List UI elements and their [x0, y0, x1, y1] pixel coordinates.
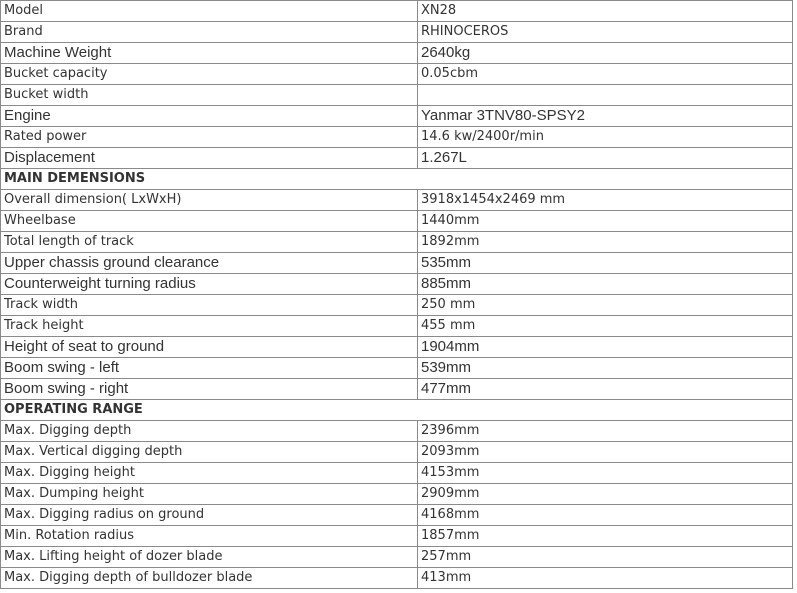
- spec-label: Max. Digging height: [1, 463, 418, 484]
- spec-label: Model: [1, 1, 418, 22]
- section-header: MAIN DEMENSIONS: [1, 169, 793, 190]
- table-row: [1, 274, 793, 295]
- table-row: [1, 379, 793, 400]
- spec-value: 0.05cbm: [418, 64, 793, 85]
- spec-value: 1.267L: [418, 148, 793, 169]
- spec-value: 3918x1454x2469 mm: [418, 190, 793, 211]
- table-row: [1, 106, 793, 127]
- spec-value: 2396mm: [418, 421, 793, 442]
- spec-value: 539mm: [418, 358, 793, 379]
- table-row: [1, 442, 793, 463]
- spec-label: Machine Weight: [1, 43, 418, 64]
- spec-label: Max. Digging depth of bulldozer blade: [1, 568, 418, 589]
- spec-value: 250 mm: [418, 295, 793, 316]
- spec-label: Max. Digging depth: [1, 421, 418, 442]
- spec-label: Bucket capacity: [1, 64, 418, 85]
- spec-value: 2909mm: [418, 484, 793, 505]
- spec-label: Height of seat to ground: [1, 337, 418, 358]
- table-row: [1, 337, 793, 358]
- table-row: [1, 526, 793, 547]
- table-row: [1, 316, 793, 337]
- spec-value: 4153mm: [418, 463, 793, 484]
- spec-label: Upper chassis ground clearance: [1, 253, 418, 274]
- table-row: [1, 295, 793, 316]
- spec-label: Counterweight turning radius: [1, 274, 418, 295]
- table-row: [1, 358, 793, 379]
- table-row: [1, 1, 793, 22]
- section-header-row: [1, 400, 793, 421]
- table-row: [1, 484, 793, 505]
- spec-label: Boom swing - right: [1, 379, 418, 400]
- spec-label: Track height: [1, 316, 418, 337]
- table-row: [1, 505, 793, 526]
- spec-value: Yanmar 3TNV80-SPSY2: [418, 106, 793, 127]
- table-row: [1, 211, 793, 232]
- spec-label: Displacement: [1, 148, 418, 169]
- spec-value: 4168mm: [418, 505, 793, 526]
- section-header: OPERATING RANGE: [1, 400, 793, 421]
- table-row: [1, 421, 793, 442]
- spec-value: 2640kg: [418, 43, 793, 64]
- table-row: [1, 253, 793, 274]
- spec-label: Engine: [1, 106, 418, 127]
- table-row: [1, 64, 793, 85]
- spec-label: Rated power: [1, 127, 418, 148]
- table-row: [1, 568, 793, 589]
- spec-label: Min. Rotation radius: [1, 526, 418, 547]
- spec-table-body: [1, 1, 793, 589]
- spec-value: 1440mm: [418, 211, 793, 232]
- spec-value: 14.6 kw/2400r/min: [418, 127, 793, 148]
- section-header-row: [1, 169, 793, 190]
- spec-value: 1892mm: [418, 232, 793, 253]
- spec-label: Max. Dumping height: [1, 484, 418, 505]
- table-row: [1, 190, 793, 211]
- spec-value: 455 mm: [418, 316, 793, 337]
- table-row: [1, 22, 793, 43]
- spec-value: RHINOCEROS: [418, 22, 793, 43]
- spec-label: Bucket width: [1, 85, 418, 106]
- spec-value: [418, 85, 793, 106]
- spec-label: Max. Lifting height of dozer blade: [1, 547, 418, 568]
- spec-label: Max. Vertical digging depth: [1, 442, 418, 463]
- table-row: [1, 85, 793, 106]
- spec-value: 477mm: [418, 379, 793, 400]
- spec-label: Track width: [1, 295, 418, 316]
- spec-value: 1857mm: [418, 526, 793, 547]
- spec-label: Total length of track: [1, 232, 418, 253]
- spec-value: 1904mm: [418, 337, 793, 358]
- spec-value: 535mm: [418, 253, 793, 274]
- spec-value: XN28: [418, 1, 793, 22]
- table-row: [1, 232, 793, 253]
- spec-label: Boom swing - left: [1, 358, 418, 379]
- table-row: [1, 463, 793, 484]
- spec-value: 2093mm: [418, 442, 793, 463]
- spec-value: 885mm: [418, 274, 793, 295]
- table-row: [1, 127, 793, 148]
- spec-label: Wheelbase: [1, 211, 418, 232]
- table-row: [1, 148, 793, 169]
- table-row: [1, 43, 793, 64]
- spec-value: 413mm: [418, 568, 793, 589]
- spec-label: Brand: [1, 22, 418, 43]
- table-row: [1, 547, 793, 568]
- spec-label: Max. Digging radius on ground: [1, 505, 418, 526]
- spec-label: Overall dimension( LxWxH): [1, 190, 418, 211]
- spec-value: 257mm: [418, 547, 793, 568]
